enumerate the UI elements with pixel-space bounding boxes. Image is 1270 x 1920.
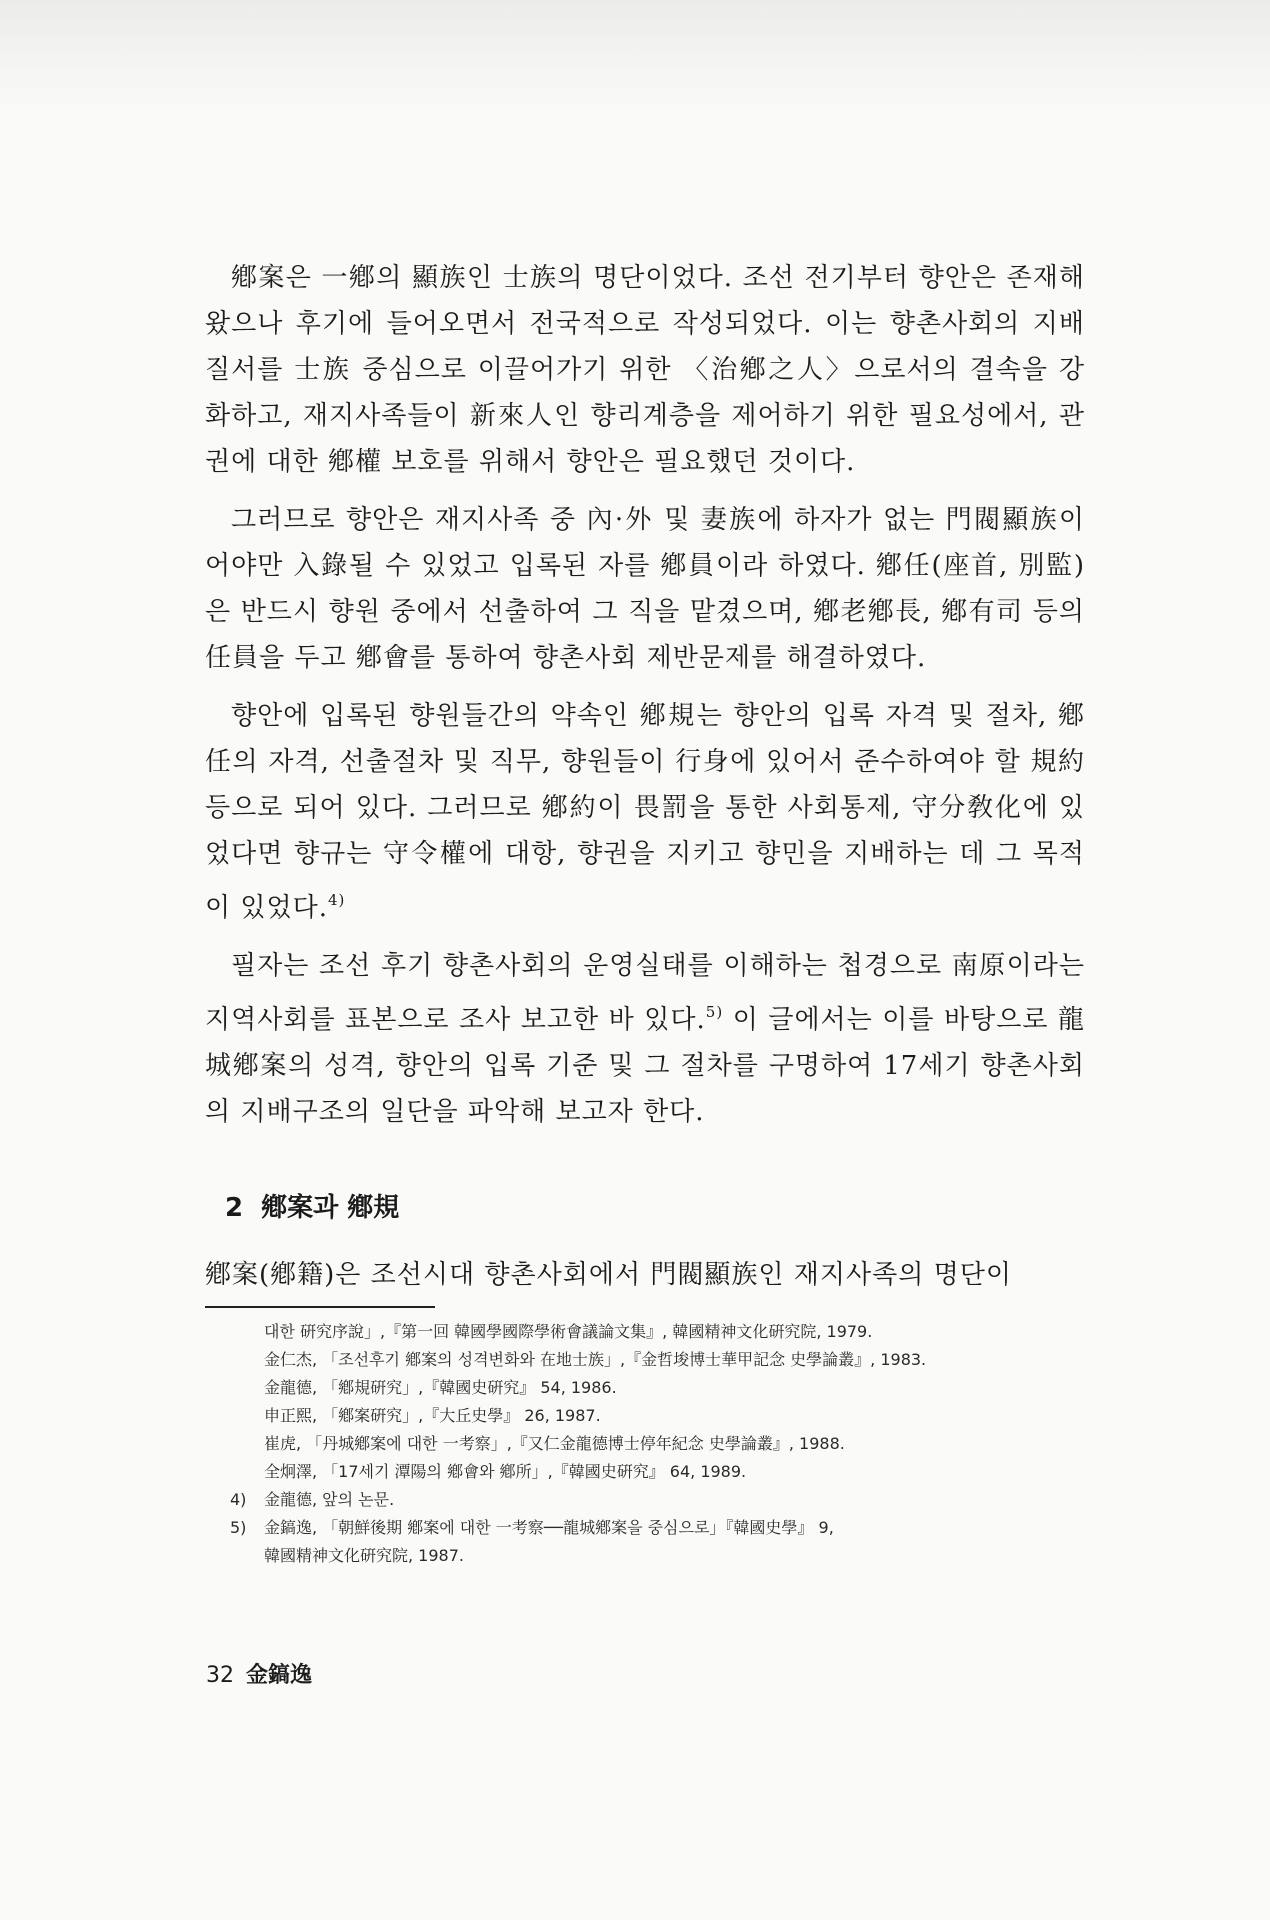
footnote-line: 全炯澤, 「17세기 潭陽의 鄕會와 鄕所」,『韓國史硏究』 64, 1989. — [264, 1462, 747, 1481]
paragraph-1: 鄕案은 一鄕의 顯族인 士族의 명단이었다. 조선 전기부터 향안은 존재해 왔으나 후기에 들어오면서 전국적으로 작성되었다. 이는 향촌사회의 지배질서를 士族 중심으로 이끌어가기 위한 〈治鄕之人〉으로서의 결속을 강화하고, 재지사족들이 新來人인 향리계층을 제어하기 위한 필요성에서, 관권에 대한 鄕權 보호를 위해서 향안은 필요했던 것이다. — [205, 263, 1085, 477]
footnote-line: 金龍德, 「鄕規硏究」,『韓國史硏究』 54, 1986. — [264, 1378, 617, 1397]
footnote-line: 申正熙, 「鄕案硏究」,『大丘史學』 26, 1987. — [264, 1406, 601, 1425]
footnote-5-text: 金鎬逸, 「朝鮮後期 鄕案에 대한 一考察──龍城鄕案을 중심으로」『韓國史學』 9, — [264, 1518, 834, 1537]
page-footer — [206, 1658, 312, 1689]
running-author: 金鎬逸 — [246, 1663, 313, 1688]
footnote-4-text: 金龍德, 앞의 논문. — [264, 1490, 395, 1509]
section-number: 2 — [225, 1193, 244, 1223]
paragraph-4 — [205, 943, 1085, 1135]
paragraph-4-text-cont: 이 글에서는 이를 바탕으로 龍城鄕案의 성격, 향안의 입록 기준 및 그 절차를 구명하여 17세기 향촌사회의 지배구조의 일단을 파악해 보고자 한다. — [205, 1005, 1086, 1127]
paragraph-3-text: 향안에 입록된 향원들간의 약속인 鄕規는 향안의 입록 자격 및 절차, 鄕任의 자격, 선출절차 및 직무, 향원들이 行身에 있어서 준수하여야 할 規約 등으로 되어 있다. 그러므로 鄕約이 畏罰을 통한 사회통제, 守分敎化에 있었다면 향규는 守令權에 대항, 향권을 지키고 향민을 지배하는 데 그 목적이 있었다. — [205, 701, 1085, 923]
body-text — [205, 255, 1085, 1147]
paragraph-2: 그러므로 향안은 재지사족 중 內·外 및 妻族에 하자가 없는 門閥顯族이어야만 入錄될 수 있었고 입록된 자를 鄕員이라 하였다. 鄕任(座首, 別監)은 반드시 향원 중에서 선출하여 그 직을 맡겼으며, 鄕老鄕長, 鄕有司 등의 任員을 두고 鄕會를 통하여 향촌사회 제반문제를 해결하였다. — [205, 505, 1085, 673]
page-number: 32 — [206, 1663, 234, 1688]
footnote-line: 崔虎, 「丹城鄕案에 대한 一考察」,『又仁金龍德博士停年紀念 史學論叢』, 1988. — [264, 1434, 845, 1453]
section-heading — [225, 1187, 399, 1224]
paragraph-4-text: 필자는 조선 후기 향촌사회의 운영실태를 이해하는 첩경으로 南原이라는 지역사회를 표본으로 조사 보고한 바 있다. — [205, 951, 1085, 1035]
footnote-5 — [228, 1514, 1088, 1570]
footnote-line: 金仁杰, 「조선후기 鄕案의 성격변화와 在地士族」,『金哲埈博士華甲記念 史學論叢』, 1983. — [264, 1350, 927, 1369]
paragraph-3 — [205, 693, 1085, 931]
section-title: 鄕案과 鄕規 — [261, 1193, 400, 1223]
footnote-ref-5: 5) — [705, 1003, 724, 1021]
footnote-ref-4: 4) — [328, 891, 346, 909]
footnote-divider — [205, 1306, 435, 1308]
footnotes — [228, 1318, 1088, 1570]
footnote-5-number: 5) — [230, 1518, 247, 1537]
footnote-4-number: 4) — [230, 1490, 247, 1509]
continued-paragraph: 鄕案(鄕籍)은 조선시대 향촌사회에서 門閥顯族인 재지사족의 명단이 — [205, 1260, 1012, 1290]
footnote-5-text-line2: 韓國精神文化硏究院, 1987. — [264, 1546, 464, 1565]
footnote-4 — [228, 1486, 1088, 1514]
footnote-line: 대한 硏究序說」,『第一回 韓國學國際學術會議論文集』, 韓國精神文化硏究院, 1979. — [264, 1322, 873, 1341]
